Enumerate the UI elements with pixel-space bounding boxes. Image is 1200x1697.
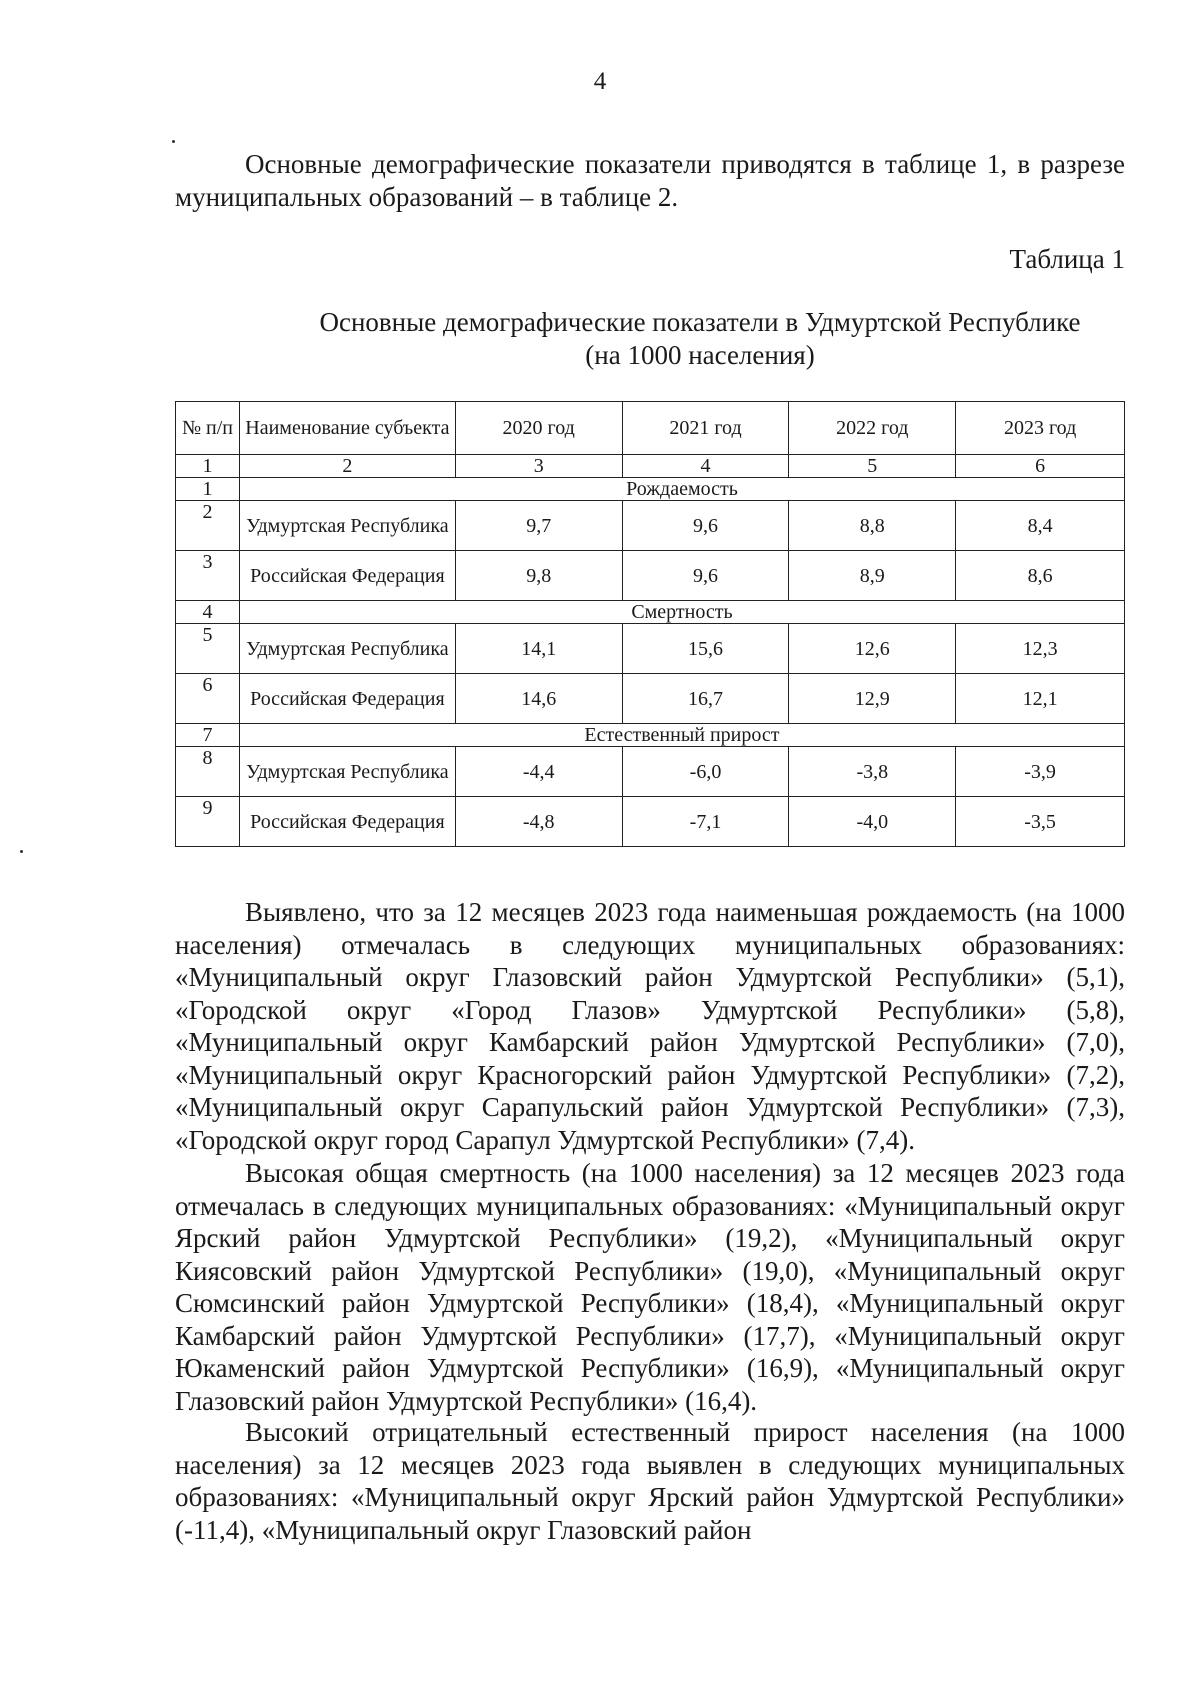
row-number: 2 [176,501,240,551]
value-cell: 8,9 [789,551,956,601]
value-cell: -3,5 [956,797,1125,847]
section-row [176,724,1125,747]
subject-name: Российская Федерация [239,674,455,724]
header-cell: 2023 год [956,402,1125,455]
header-cell: 2021 год [622,402,789,455]
table-row [176,624,1125,674]
table-title [230,306,1170,372]
row-number: 9 [176,797,240,847]
body-paragraph-mortality: Высокая общая смертность (на 1000 населения) за 12 месяцев 2023 года отмечалась в следующих муниципальных образованиях: «Муниципальный округ Ярский район Удмуртской Республики» (19,2), «Муниципальный округ Киясовский район Удмуртской Республики» (19,0), «Муниципальный округ Сюмсинский район Удмуртской Республики» (18,4), «Муниципальный округ Камбарский район Удмуртской Республики» (17,7), «Муниципальный округ Юкаменский район Удмуртской Республики» (16,9), «Муниципальный округ Глазовский район Удмуртской Республики» (16,4). [175,1158,1125,1416]
column-number-cell: 4 [622,455,789,478]
section-title: Смертность [239,601,1124,624]
value-cell: -3,9 [956,747,1125,797]
demographics-table [175,401,1125,847]
value-cell: 14,6 [455,674,622,724]
row-number: 7 [176,724,240,747]
table-row [176,747,1125,797]
section-row [176,601,1125,624]
value-cell: -3,8 [789,747,956,797]
header-cell: Наименование субъекта [239,402,455,455]
value-cell: 14,1 [455,624,622,674]
row-number: 8 [176,747,240,797]
section-title: Естественный прирост [239,724,1124,747]
subject-name: Удмуртская Республика [239,501,455,551]
value-cell: 15,6 [622,624,789,674]
row-number: 3 [176,551,240,601]
page-number: 4 [593,68,607,95]
value-cell: -7,1 [622,797,789,847]
subject-name: Удмуртская Республика [239,624,455,674]
column-number-cell: 2 [239,455,455,478]
scan-speck [20,850,23,853]
value-cell: 9,6 [622,501,789,551]
table-row [176,797,1125,847]
subject-name: Российская Федерация [239,797,455,847]
table-title-line: (на 1000 населения) [585,340,815,370]
value-cell: 16,7 [622,674,789,724]
value-cell: 8,6 [956,551,1125,601]
table-header-row [176,402,1125,455]
value-cell: -4,8 [455,797,622,847]
section-title: Рождаемость [239,478,1124,501]
body-paragraph-natural-growth: Высокий отрицательный естественный прирост населения (на 1000 населения) за 12 месяцев 2023 года выявлен в следующих муниципальных образованиях: «Муниципальный округ Ярский район Удмуртской Республики» (-11,4), «Муниципальный округ Глазовский район [175,1417,1125,1545]
row-number: 5 [176,624,240,674]
column-number-cell: 1 [176,455,240,478]
header-cell: 2020 год [455,402,622,455]
column-number-cell: 5 [789,455,956,478]
subject-name: Удмуртская Республика [239,747,455,797]
scan-speck [172,140,175,143]
intro-paragraph: Основные демографические показатели приводятся в таблице 1, в разрезе муниципальных образований – в таблице 2. [175,149,1125,212]
table-title-line: Основные демографические показатели в Удмуртской Республике [319,307,1081,337]
row-number: 1 [176,478,240,501]
row-number: 6 [176,674,240,724]
value-cell: 8,8 [789,501,956,551]
value-cell: 8,4 [956,501,1125,551]
value-cell: 12,3 [956,624,1125,674]
value-cell: -4,0 [789,797,956,847]
header-cell: 2022 год [789,402,956,455]
value-cell: 12,1 [956,674,1125,724]
value-cell: 12,6 [789,624,956,674]
table-row [176,501,1125,551]
section-row [176,478,1125,501]
value-cell: 9,7 [455,501,622,551]
table-label: Таблица 1 [1009,244,1125,274]
body-paragraph-births: Выявлено, что за 12 месяцев 2023 года наименьшая рождаемость (на 1000 населения) отмечалась в следующих муниципальных образованиях: «Муниципальный округ Глазовский район Удмуртской Республики» (5,1), «Городской округ «Город Глазов» Удмуртской Республики» (5,8), «Муниципальный округ Камбарский район Удмуртской Республики» (7,0), «Муниципальный округ Красногорский район Удмуртской Республики» (7,2), «Муниципальный округ Сарапульский район Удмуртской Республики» (7,3), «Городской округ город Сарапул Удмуртской Республики» (7,4). [175,897,1125,1155]
header-cell: № п/п [176,402,240,455]
subject-name: Российская Федерация [239,551,455,601]
value-cell: 9,8 [455,551,622,601]
value-cell: 9,6 [622,551,789,601]
value-cell: -4,4 [455,747,622,797]
column-number-cell: 3 [455,455,622,478]
column-number-cell: 6 [956,455,1125,478]
column-number-row [176,455,1125,478]
table-row [176,551,1125,601]
value-cell: 12,9 [789,674,956,724]
value-cell: -6,0 [622,747,789,797]
row-number: 4 [176,601,240,624]
table-row [176,674,1125,724]
